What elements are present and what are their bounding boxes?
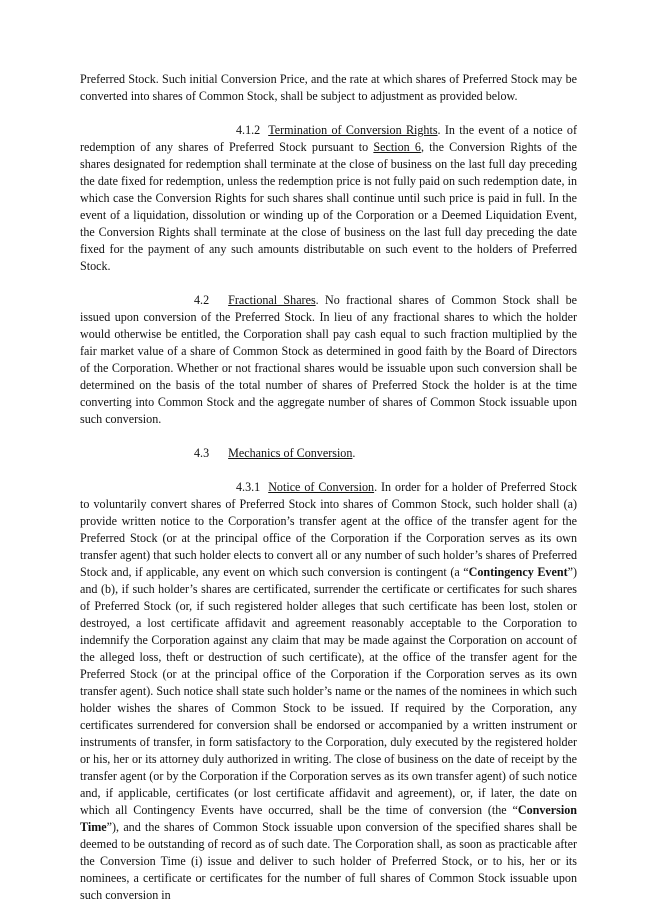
defined-term-contingency-event: Contingency Event: [468, 565, 568, 579]
section-heading: Termination of Conversion Rights: [268, 123, 438, 137]
section-heading: Mechanics of Conversion: [228, 446, 353, 460]
section-heading: Fractional Shares: [228, 293, 316, 307]
section-number: 4.2: [194, 293, 210, 307]
defined-term-conversion-time: Conversion Time: [80, 803, 577, 834]
paragraph-conversion-price: [80, 71, 577, 105]
section-4-3-1: [80, 479, 577, 904]
section-number: 4.1.2: [236, 123, 261, 137]
section-heading: Notice of Conversion: [268, 480, 375, 494]
section-number: 4.3.1: [236, 480, 261, 494]
section-4-3: [80, 445, 577, 462]
section-4-2: [80, 292, 577, 428]
section-text-a: . In order for a holder of Preferred Stock to voluntarily convert shares of Preferred Stock into shares of Common Stock, such holder shall (a) provide written notice to the Corporation’s transfer agent at the office of the transfer agent for the Preferred Stock (or at the principal office of the Corporation if the Corporation serves as its own transfer agent) that such holder elects to convert all or any number of such holder’s shares of Preferred Stock and, if applicable, any event on which such conversion is contingent (a “: [80, 480, 577, 579]
section-text-c: ”), and the shares of Common Stock issuable upon conversion of the specified shares shall be deemed to be outstanding of record as of such date. The Corporation shall, as soon as practicable after the Conversion Time (i) issue and deliver to such holder of Preferred Stock, or to his, her or its nominees, a certificate or certificates for the number of full shares of Common Stock issuable upon such conversion in: [80, 820, 577, 902]
section-6-reference: Section 6: [373, 140, 421, 154]
section-text-b: ”) and (b), if such holder’s shares are certificated, surrender the certificate or certificates for such shares of Preferred Stock (or, if such registered holder alleges that such certificate has been lost, stolen or destroyed, a lost certificate affidavit and agreement reasonably acceptable to the Corporation to indemnify the Corporation against any claim that may be made against the Corporation on account of the alleged loss, theft or destruction of such certificate), at the office of the transfer agent for the Preferred Stock (or at the principal office of the Corporation if the Corporation serves as its own transfer agent). Such notice shall state such holder’s name or the names of the nominees in which such holder wishes the shares of Common Stock to be issued. If required by the Corporation, any certificates surrendered for conversion shall be endorsed or accompanied by a written instrument or instruments of transfer, in form satisfactory to the Corporation, duly executed by the registered holder or his, her or its attorney duly authorized in writing. The close of business on the date of receipt by the transfer agent (or by the Corporation if the Corporation serves as its own transfer agent) of such notice and, if applicable, certificates (or lost certificate affidavit and agreement), or, if later, the date on which all Contingency Events have occurred, shall be the time of conversion (the “: [80, 565, 578, 817]
section-text: , the Conversion Rights of the shares designated for redemption shall terminate at the close of business on the last full day preceding the date fixed for redemption, unless the redemption price is not fully paid on such redemption date, in which case the Conversion Rights for such shares shall continue until such price is paid in full. In the event of a liquidation, dissolution or winding up of the Corporation or a Deemed Liquidation Event, the Conversion Rights shall terminate at the close of business on the last full day preceding the date fixed for the payment of any such amounts distributable on such event to the holders of Preferred Stock.: [80, 140, 577, 273]
section-heading-period: .: [352, 446, 356, 460]
section-4-1-2: [80, 122, 577, 275]
paragraph-text: Preferred Stock. Such initial Conversion Price, and the rate at which shares of Preferred Stock may be converted into shares of Common Stock, shall be subject to adjustment as provided below.: [80, 72, 577, 103]
section-text-lead: . In the event of a notice of redemption of any shares of Preferred Stock pursuant to: [80, 123, 577, 154]
section-number: 4.3: [194, 446, 210, 460]
section-text: . No fractional shares of Common Stock shall be issued upon conversion of the Preferred Stock. In lieu of any fractional shares to which the holder would otherwise be entitled, the Corporation shall pay cash equal to such fraction multiplied by the fair market value of a share of Common Stock as determined in good faith by the Board of Directors of the Corporation. Whether or not fractional shares would be issuable upon such conversion shall be determined on the basis of the total number of shares of Preferred Stock the holder is at the time converting into Common Stock and the aggregate number of shares of Common Stock issuable upon such conversion.: [80, 293, 578, 426]
